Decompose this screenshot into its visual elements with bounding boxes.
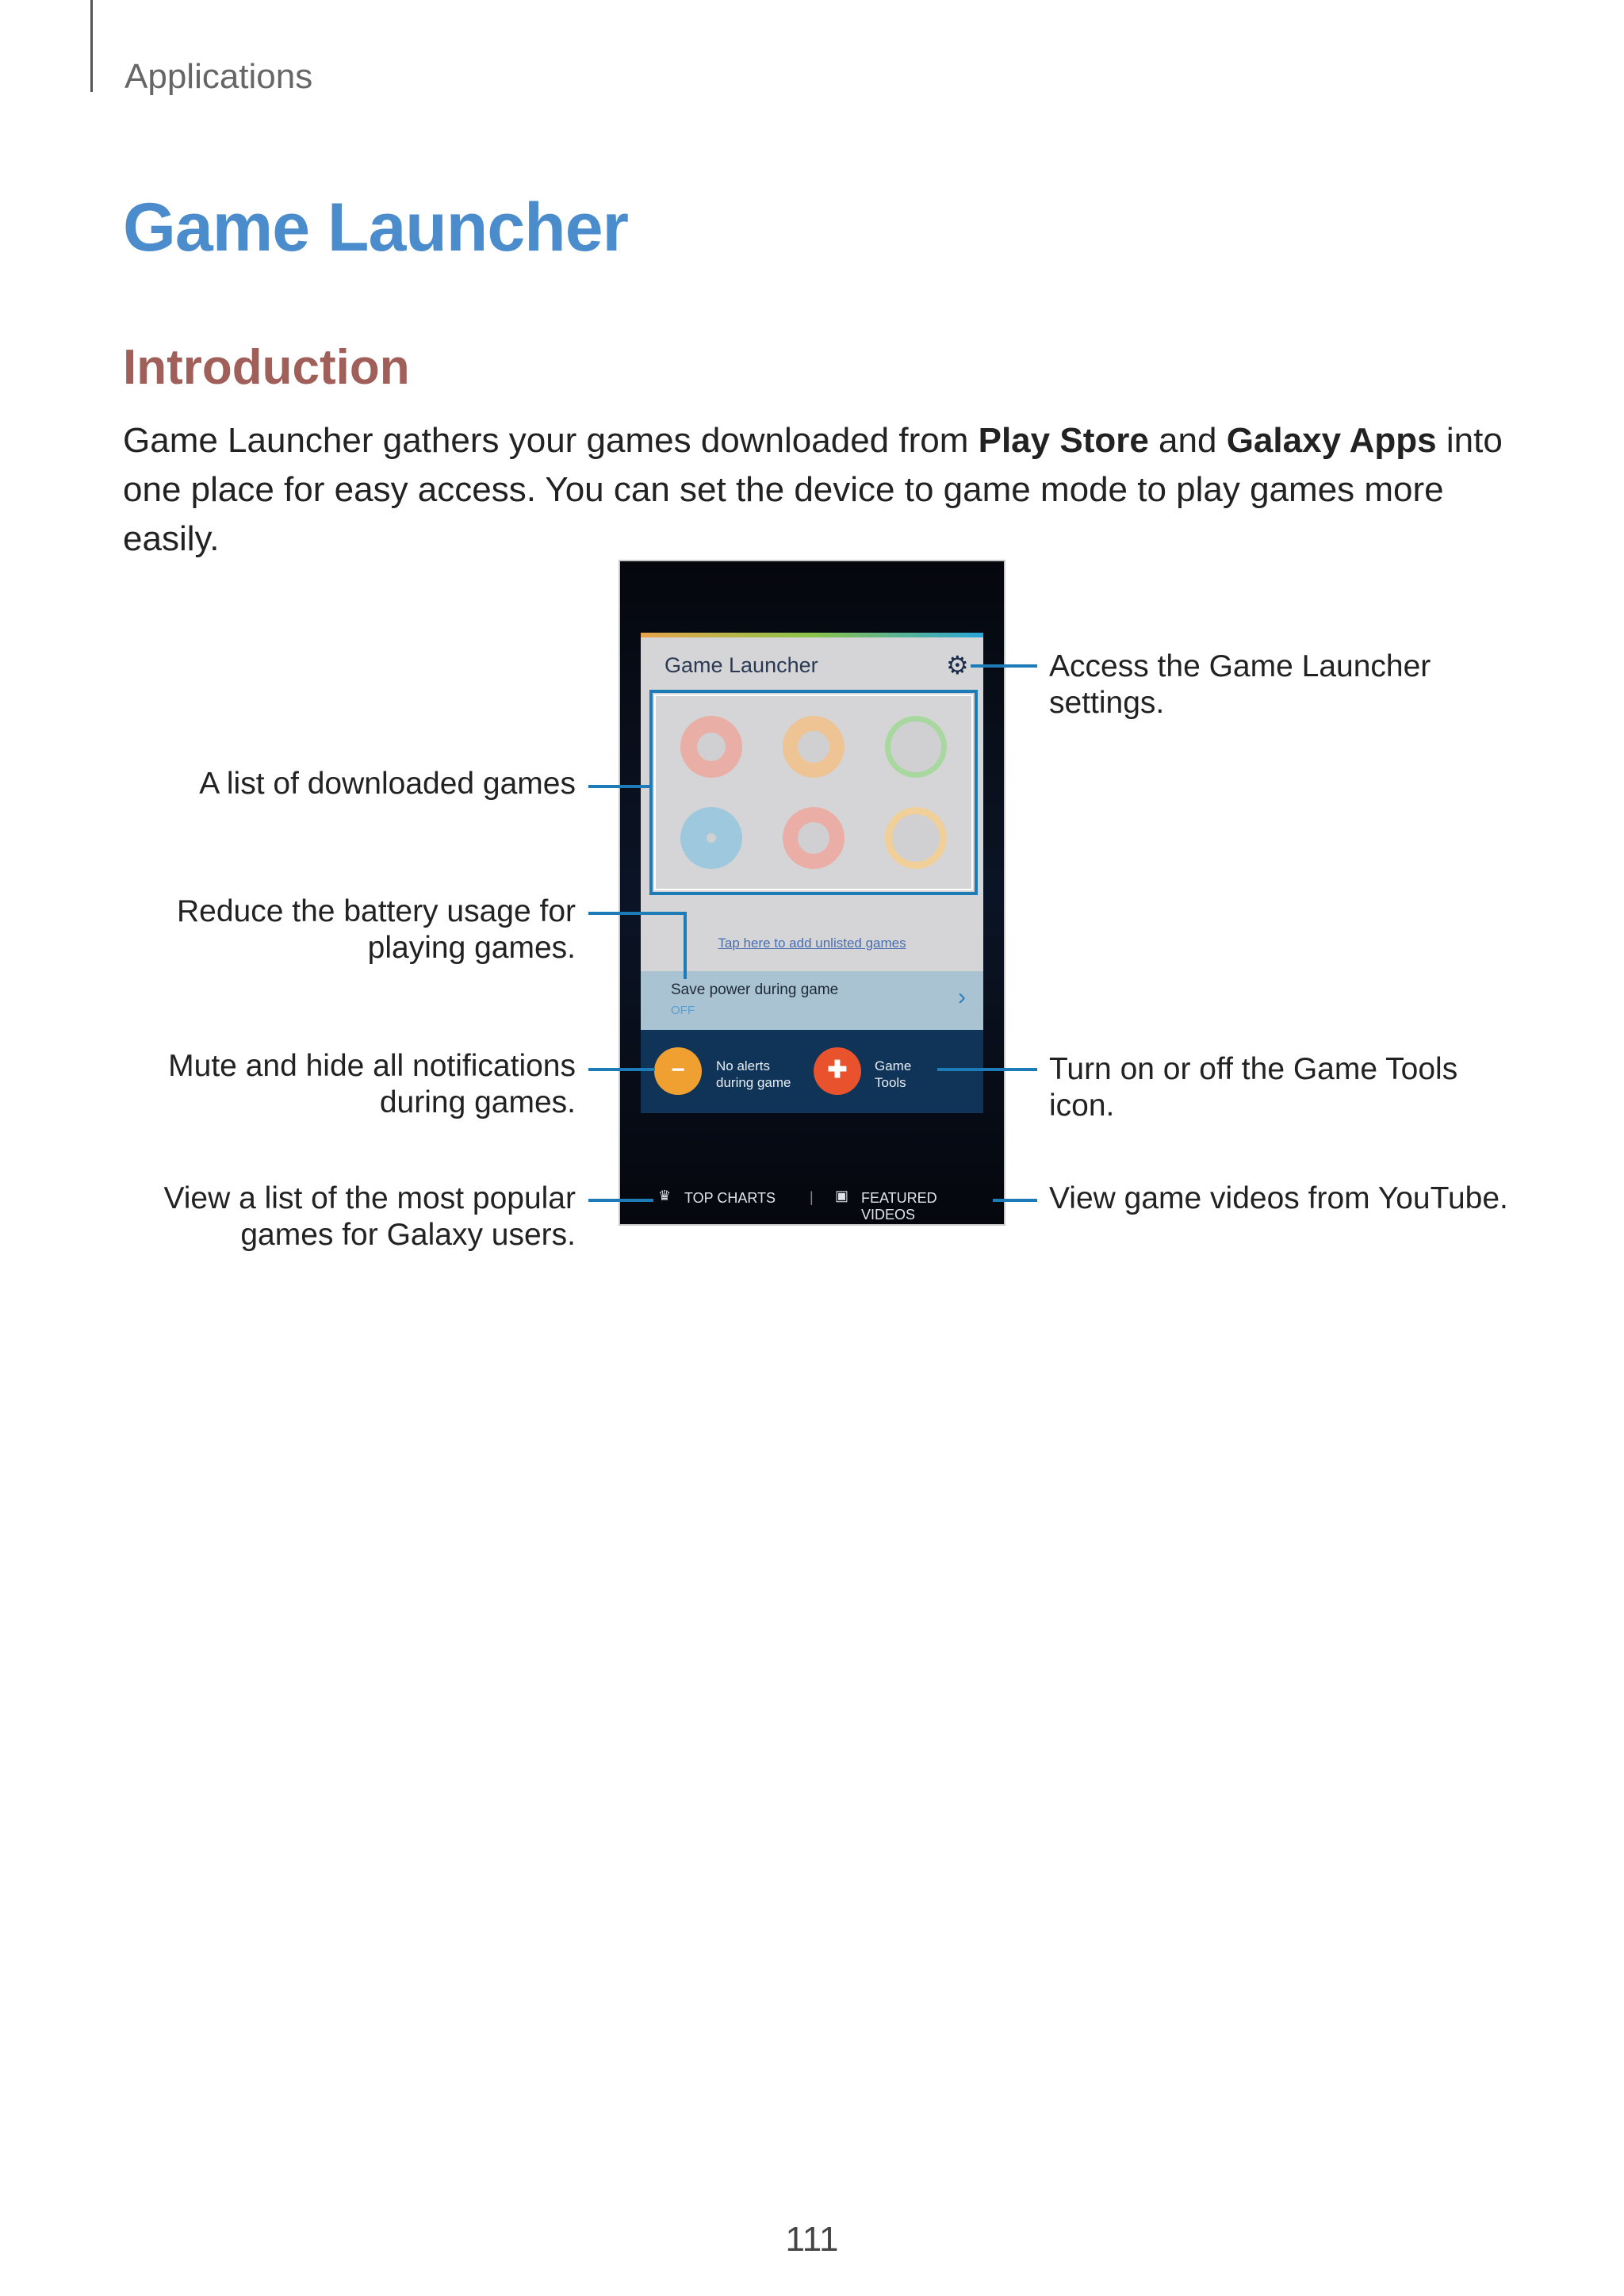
color-strip [641,633,983,637]
video-icon: ▣ [835,1188,849,1203]
save-power-row[interactable] [641,971,983,1030]
callout-settings: Access the Game Launcher settings. [1049,649,1431,720]
intro-paragraph: Game Launcher gathers your games downloaded from Play Store and Galaxy Apps into one place for easy access. You can set the device to game mode to play games more easily. [123,421,1503,558]
connector-line [588,1068,655,1071]
quick-toggles [641,1030,983,1113]
callout-popular: View a list of the most popular games for Galaxy users. [163,1181,576,1252]
card-title: Game Launcher [665,653,818,677]
callout-mute: Mute and hide all notifications during games. [168,1049,576,1119]
page-title: Game Launcher [123,189,628,266]
add-unlisted-games-link[interactable]: Tap here to add unlisted games [718,936,906,951]
gear-icon[interactable]: ⚙ [946,651,969,679]
save-power-value: OFF [671,1004,695,1017]
connector-line [684,912,687,979]
header-divider [90,0,93,92]
tab-divider: | [810,1189,814,1205]
save-power-label: Save power during game [671,982,839,998]
callout-videos: View game videos from YouTube. [1049,1181,1508,1215]
game-icon[interactable] [885,807,947,869]
game-icon[interactable] [885,716,947,778]
connector-line [588,1199,653,1202]
game-icon[interactable] [680,716,742,778]
page-number: 111 [785,2220,839,2259]
game-tools-icon[interactable]: ✚ [814,1047,861,1095]
callout-battery: Reduce the battery usage for playing games. [177,894,576,965]
callout-game-tools: Turn on or off the Game Tools icon. [1049,1052,1458,1123]
top-charts-tab[interactable]: TOP CHARTS [684,1190,776,1206]
section-label: Applications [124,57,313,96]
connector-line [993,1199,1037,1202]
game-launcher-card [641,633,983,1113]
connector-line [588,785,650,788]
connector-line [937,1068,1037,1071]
no-alerts-icon[interactable]: − [654,1047,702,1095]
crown-icon: ♛ [658,1188,672,1203]
callout-downloaded-games: A list of downloaded games [199,767,576,801]
featured-videos-tab[interactable]: FEATURED VIDEOS [861,1190,937,1223]
games-grid [649,690,978,895]
connector-line [971,664,1037,668]
game-icon[interactable] [783,807,845,869]
game-icon[interactable] [680,807,742,869]
game-icon[interactable] [783,716,845,778]
connector-line [588,912,687,915]
chevron-right-icon: › [958,984,966,1010]
no-alerts-label[interactable]: No alerts during game [716,1058,791,1090]
bottom-bar [641,1188,990,1223]
game-tools-label[interactable]: Game Tools [875,1058,912,1090]
intro-heading: Introduction [123,340,410,395]
